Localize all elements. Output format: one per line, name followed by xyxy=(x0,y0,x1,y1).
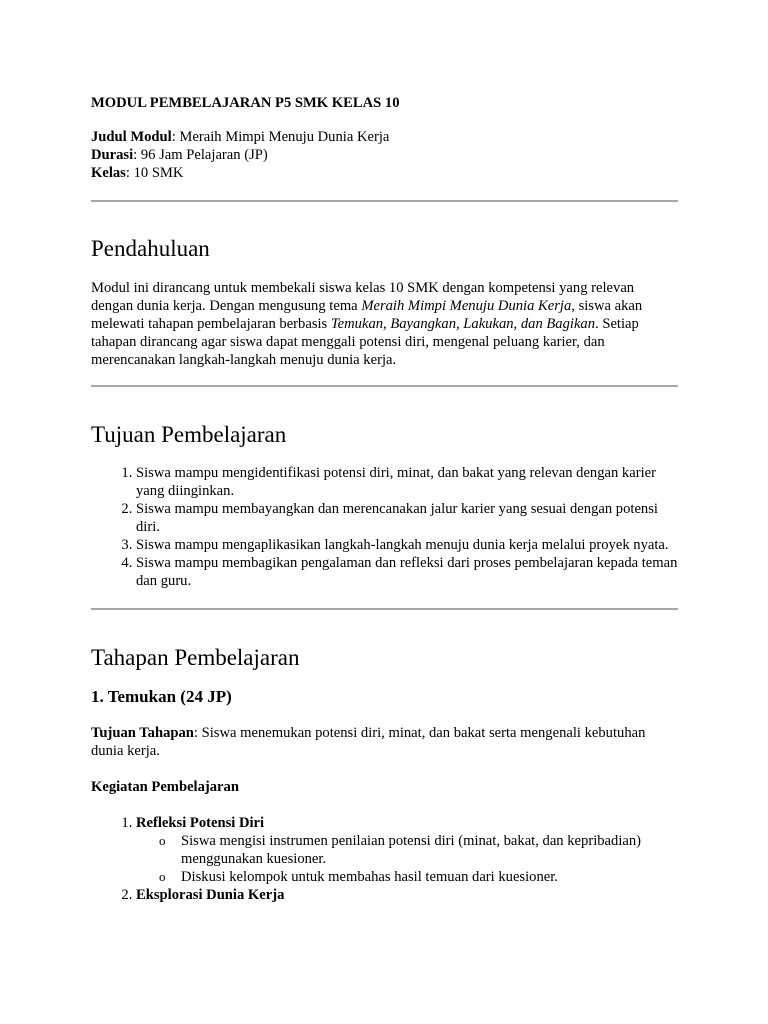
activity-title: Eksplorasi Dunia Kerja xyxy=(136,887,285,903)
activity-item xyxy=(136,814,678,886)
activity-subitem-text: Diskusi kelompok untuk membahas hasil temuan dari kuesioner. xyxy=(181,869,558,885)
meta-judul-modul xyxy=(91,128,678,146)
section-heading-tujuan: Tujuan Pembelajaran xyxy=(91,422,287,447)
activities-label-text: Kegiatan Pembelajaran xyxy=(91,779,239,795)
meta-durasi xyxy=(91,146,678,164)
meta-label: Kelas xyxy=(91,165,126,181)
activity-subitem-text: Siswa mengisi instrumen penilaian potensi diri (minat, bakat, dan kepribadian) menggunakan kuesioner. xyxy=(181,833,642,867)
section-heading-tahapan: Tahapan Pembelajaran xyxy=(91,645,300,670)
pendahuluan-text-3: . Setiap tahapan dirancang agar siswa dapat menggali potensi diri, mengenal peluang karier, dan merencanakan langkah-langkah menuju dunia kerja. xyxy=(91,316,639,368)
meta-value: : 10 SMK xyxy=(125,165,184,181)
stage-goal-label: Tujuan Tahapan xyxy=(91,725,194,741)
goal-item: 2. Siswa mampu membayangkan dan merencanakan jalur karier yang sesuai dengan potensi diri. xyxy=(136,500,678,536)
stage-goal xyxy=(91,724,678,760)
pendahuluan-stages: Temukan, Bayangkan, Lakukan, dan Bagikan xyxy=(330,316,596,332)
activities-list xyxy=(91,814,678,904)
goals-list xyxy=(91,464,678,590)
activity-subitem xyxy=(159,832,678,868)
activity-sublist xyxy=(136,832,678,886)
activity-subitem xyxy=(159,868,678,886)
document-title: MODUL PEMBELAJARAN P5 SMK KELAS 10 xyxy=(91,95,400,111)
stage-heading-temukan: 1. Temukan (24 JP) xyxy=(91,687,232,706)
goal-item: 1. Siswa mampu mengidentifikasi potensi diri, minat, dan bakat yang relevan dengan karier yang diinginkan. xyxy=(136,464,678,500)
pendahuluan-theme: Meraih Mimpi Menuju Dunia Kerja xyxy=(361,298,572,314)
meta-label: Durasi xyxy=(91,147,134,163)
bullet-icon: o xyxy=(159,869,166,884)
pendahuluan-text-1: Modul ini dirancang untuk membekali siswa kelas 10 SMK dengan kompetensi yang relevan dengan dunia kerja. Dengan mengusung tema xyxy=(91,280,635,314)
meta-kelas xyxy=(91,164,678,182)
activity-title: Refleksi Potensi Diri xyxy=(136,815,265,831)
meta-label: Judul Modul xyxy=(91,129,172,145)
goal-item: 3. Siswa mampu mengaplikasikan langkah-langkah menuju dunia kerja melalui proyek nyata. xyxy=(136,536,678,554)
bullet-icon: o xyxy=(159,833,166,848)
meta-value: : Meraih Mimpi Menuju Dunia Kerja xyxy=(171,129,390,145)
activity-item xyxy=(136,886,678,904)
activities-label xyxy=(91,778,678,796)
meta-value: : 96 Jam Pelajaran (JP) xyxy=(133,147,268,163)
pendahuluan-text-2: , siswa akan melewati tahapan pembelajaran berbasis xyxy=(91,298,643,332)
section-heading-pendahuluan: Pendahuluan xyxy=(91,236,210,261)
stage-goal-text: : Siswa menemukan potensi diri, minat, dan bakat serta mengenali kebutuhan dunia kerja. xyxy=(91,725,646,759)
goal-item: 4. Siswa mampu membagikan pengalaman dan refleksi dari proses pembelajaran kepada teman dan guru. xyxy=(136,554,678,590)
pendahuluan-paragraph xyxy=(91,279,678,369)
